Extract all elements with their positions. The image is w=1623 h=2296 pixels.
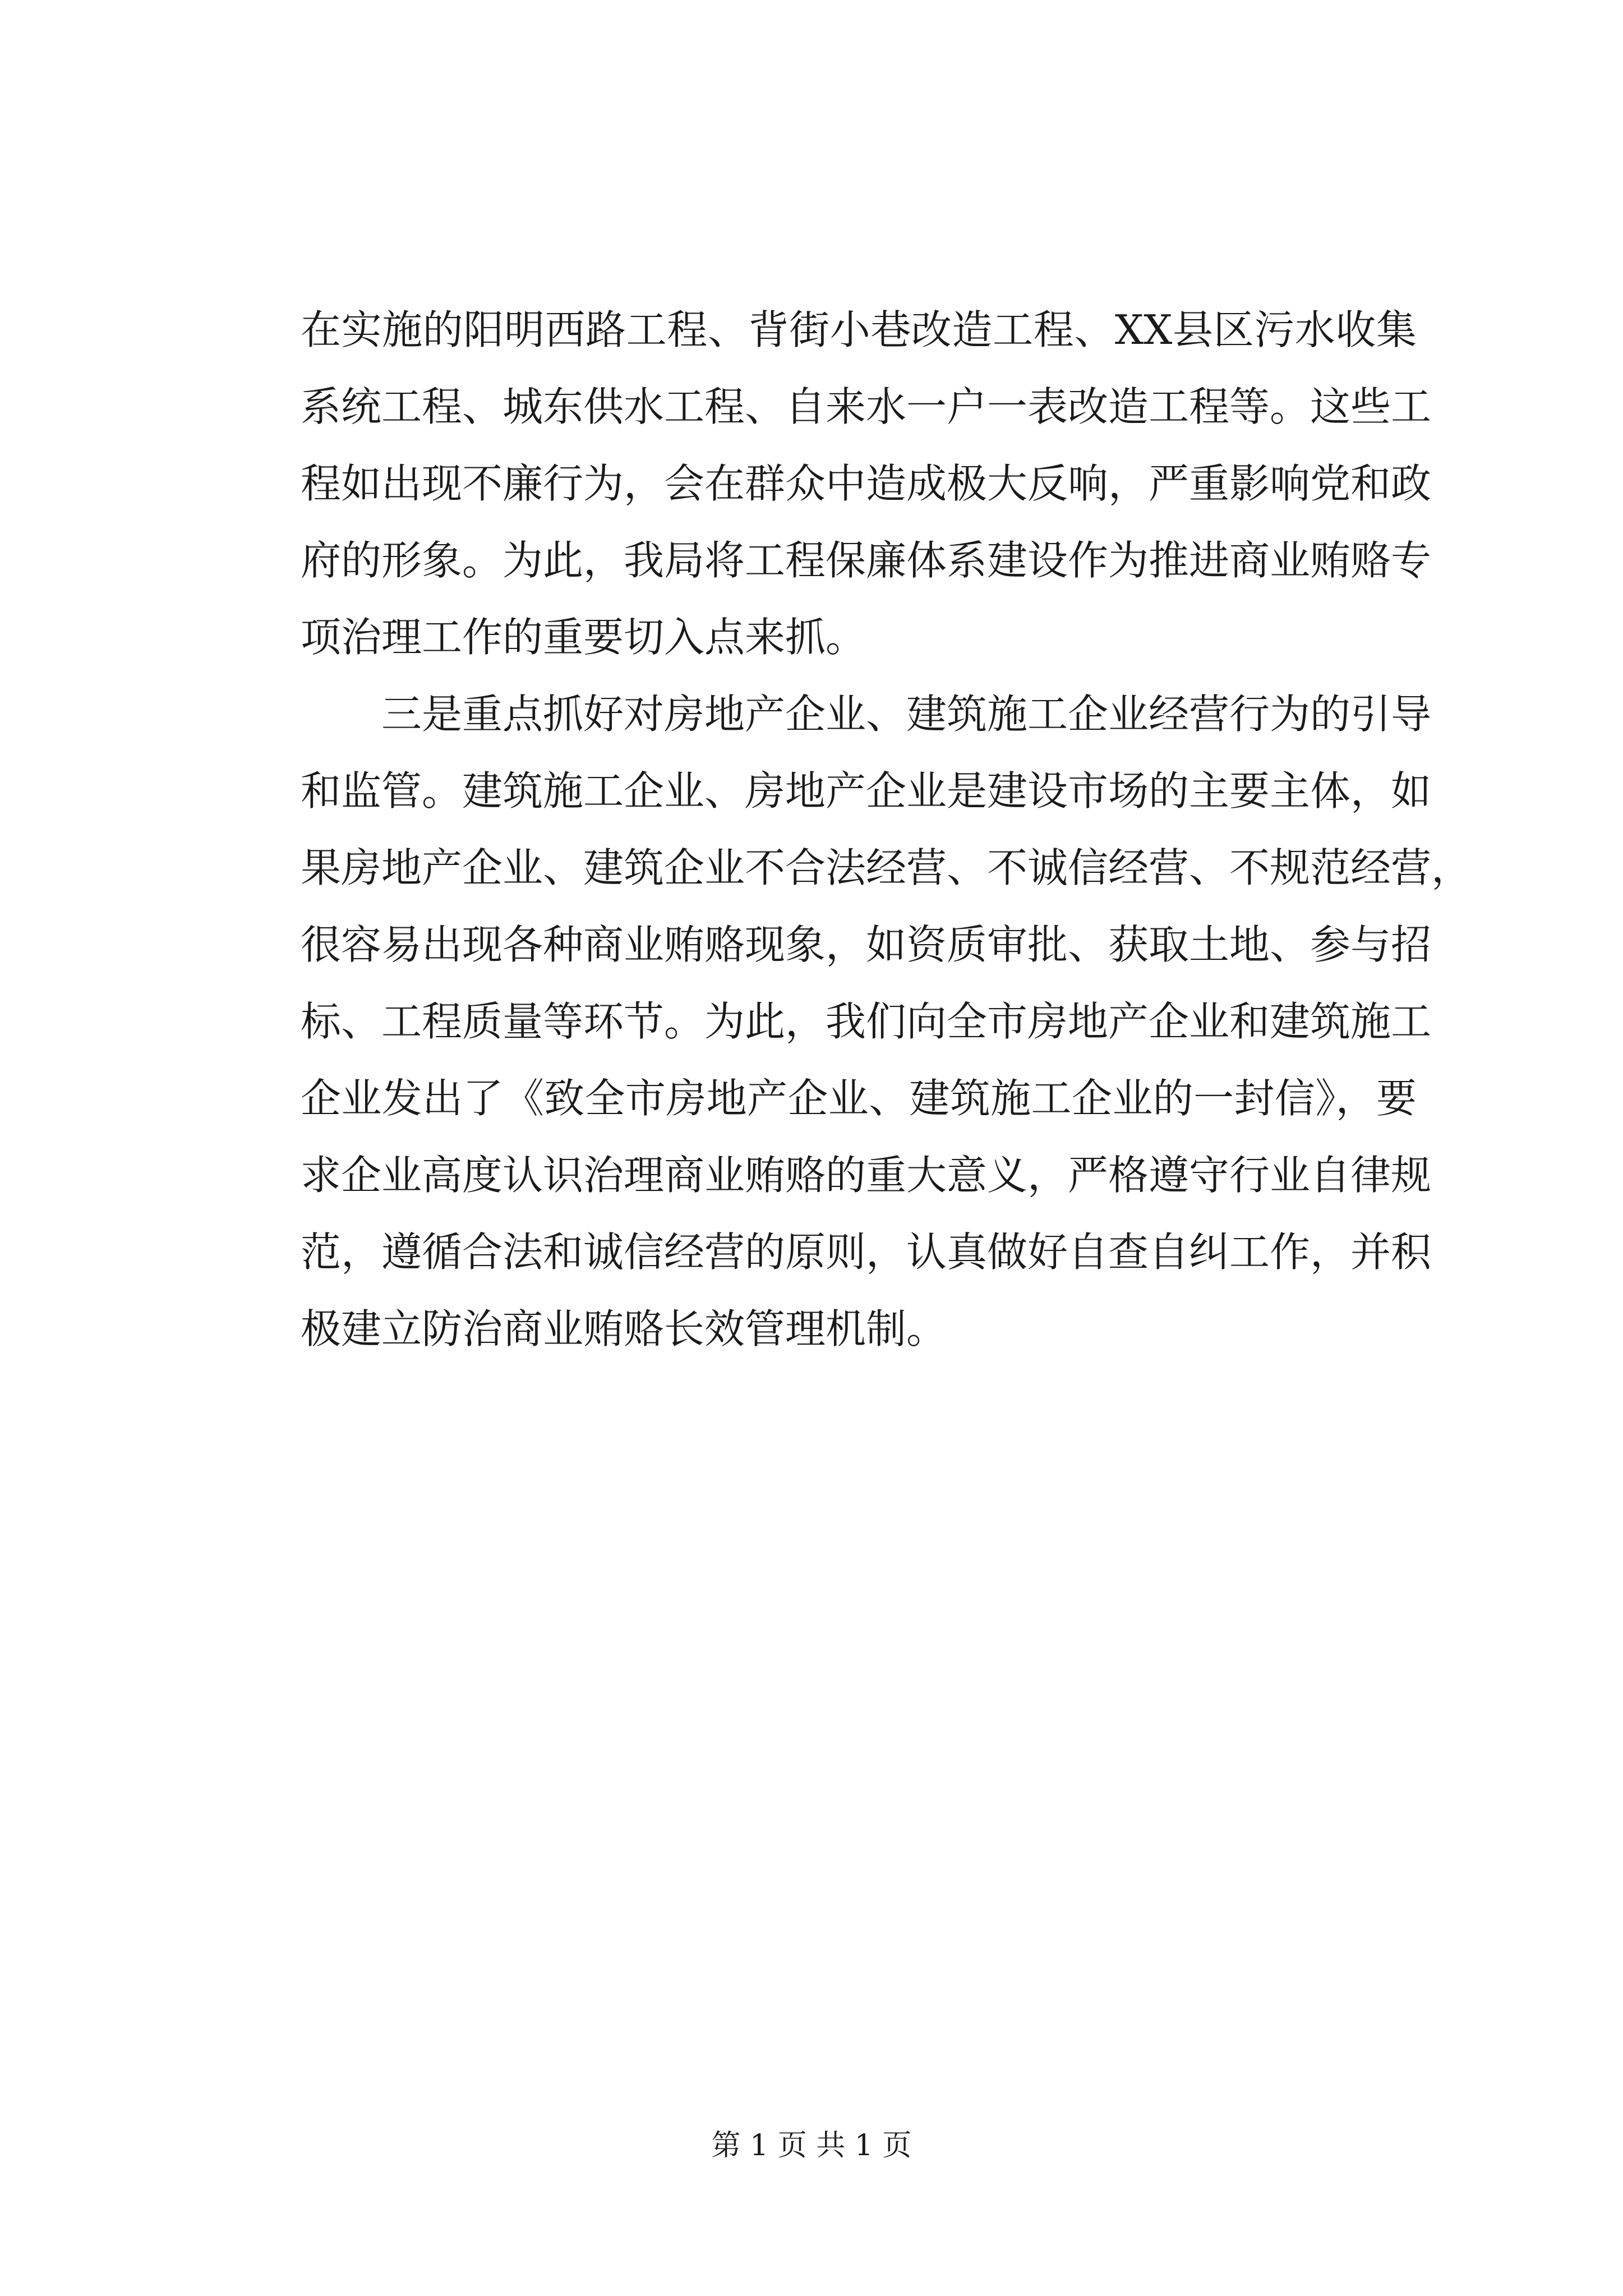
paragraph-1-line-2: 系统工程、城东供水工程、自来水一户一表改造工程等。这些工 [301, 383, 1432, 430]
paragraph-2-line-8: 范，遵循合法和诚信经营的原则，认真做好自查自纠工作，并积 [301, 1228, 1432, 1276]
paragraph-2-line-7: 求企业高度认识治理商业贿赂的重大意义，严格遵守行业自律规 [301, 1152, 1432, 1199]
document-body [301, 292, 1472, 1368]
paragraph-1-line-3: 程如出现不廉行为，会在群众中造成极大反响，严重影响党和政 [301, 460, 1432, 507]
paragraph-1-line-4: 府的形象。为此，我局将工程保廉体系建设作为推进商业贿赂专 [301, 537, 1432, 584]
paragraph-2-line-9: 极建立防治商业贿赂长效管理机制。 [301, 1305, 947, 1352]
paragraph-2-line-1: 三是重点抓好对房地产企业、建筑施工企业经营行为的引导 [381, 691, 1432, 738]
paragraph-2 [301, 676, 1472, 1368]
paragraph-2-line-2: 和监管。建筑施工企业、房地产企业是建设市场的主要主体，如 [301, 767, 1432, 815]
paragraph-2-line-4: 很容易出现各种商业贿赂现象，如资质审批、获取土地、参与招 [301, 921, 1432, 968]
paragraph-2-line-5: 标、工程质量等环节。为此，我们向全市房地产企业和建筑施工 [301, 998, 1432, 1045]
paragraph-1 [301, 292, 1432, 676]
page-footer: 第 1 页 共 1 页 [711, 2129, 912, 2162]
paragraph-2-line-6: 企业发出了《致全市房地产企业、建筑施工企业的一封信》，要 [301, 1075, 1417, 1122]
paragraph-1-line-1: 在实施的阳明西路工程、背街小巷改造工程、XX县区污水收集 [301, 306, 1417, 353]
paragraph-2-line-3: 果房地产企业、建筑企业不合法经营、不诚信经营、不规范经营， [301, 844, 1472, 891]
paragraph-1-line-5: 项治理工作的重要切入点来抓。 [301, 614, 866, 661]
